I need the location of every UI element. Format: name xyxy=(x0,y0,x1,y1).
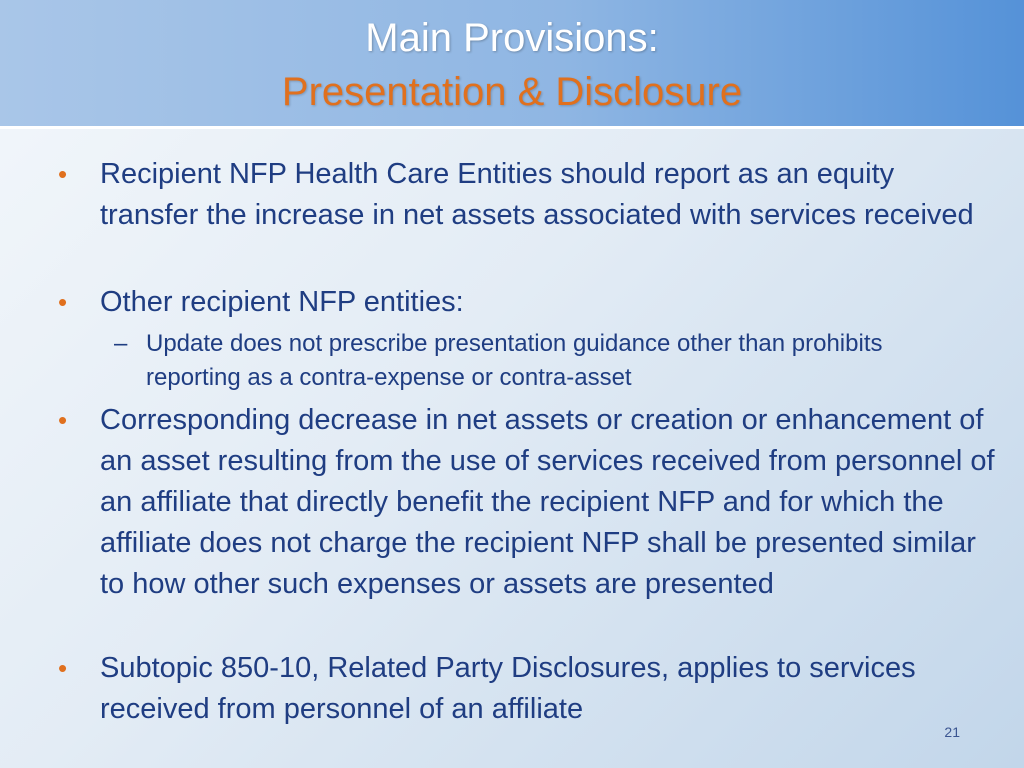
slide-subtitle: Presentation & Disclosure xyxy=(281,70,743,114)
bullet-text: Corresponding decrease in net assets or creation or enhancement of an asset resulting from the use of services received from personnel of an affiliate that directly benefit the recipient NFP and for which the affiliate does not charge the recipient NFP shall be presented similar to how other such expenses or assets are presented xyxy=(100,404,995,600)
bullet-marker: • xyxy=(58,287,68,317)
bullet-item xyxy=(58,400,1000,605)
sub-bullet-marker: – xyxy=(114,330,128,357)
bullet-text: Recipient NFP Health Care Entities should report as an equity transfer the increase in net assets associated with services received xyxy=(100,158,974,231)
bullet-marker: • xyxy=(58,653,68,683)
bullet-item xyxy=(58,282,1000,323)
bullet-item xyxy=(58,648,1000,730)
bullet-marker: • xyxy=(58,405,68,435)
slide-header xyxy=(0,0,1024,129)
slide-title: Main Provisions: xyxy=(365,16,659,60)
bullet-marker: • xyxy=(58,159,68,189)
sub-bullet-text: Update does not prescribe presentation guidance other than prohibits reporting as a contra-expense or contra-asset xyxy=(146,330,883,391)
sub-bullet-item xyxy=(114,327,966,395)
page-number: 21 xyxy=(944,724,960,740)
bullet-text: Other recipient NFP entities: xyxy=(100,286,464,318)
bullet-text: Subtopic 850-10, Related Party Disclosures, applies to services received from personnel of an affiliate xyxy=(100,652,916,725)
bullet-item xyxy=(58,154,1000,236)
